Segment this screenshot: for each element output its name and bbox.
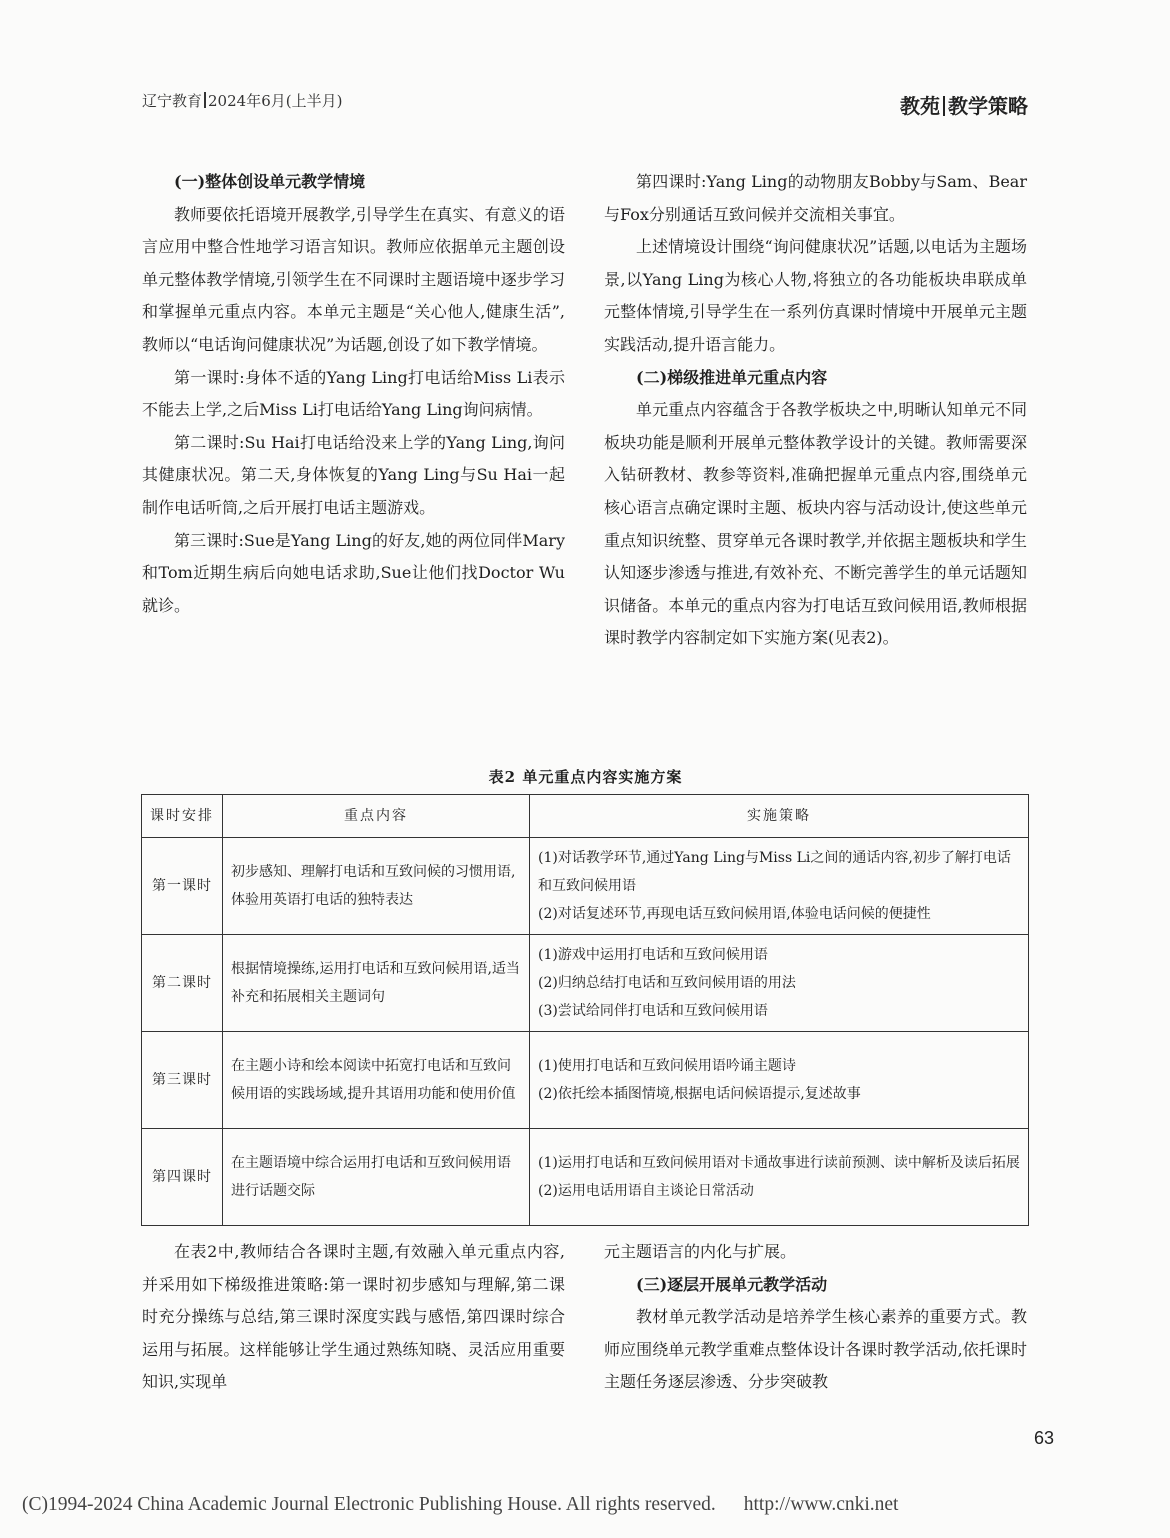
footer-url: http://www.cnki.net [743, 1494, 899, 1515]
lesson-cell: 第三课时 [142, 1032, 223, 1129]
table-row [142, 1129, 1029, 1226]
column-header: 实施策略 [530, 795, 1029, 838]
paragraph: 教材单元教学活动是培养学生核心素养的重要方式。教师应围绕单元教学重难点整体设计各课时教学活动,依托课时主题任务逐层渗透、分步突破教 [604, 1307, 1027, 1392]
paragraph-continuation: 元主题语言的内化与扩展。 [604, 1242, 797, 1261]
strategy-item: (2)依托绘本插图情境,根据电话问候语提示,复述故事 [538, 1086, 861, 1102]
table-row [142, 838, 1029, 935]
table-caption: 表2 单元重点内容实施方案 [488, 768, 683, 786]
content-cell: 初步感知、理解打电话和互致问候的习惯用语,体验用英语打电话的独特表达 [223, 838, 530, 935]
journal-name: 辽宁教育 [142, 92, 203, 110]
section-heading: (二)梯级推进单元重点内容 [636, 367, 828, 387]
page-number: 63 [1034, 1428, 1055, 1448]
strategy-item: (1)运用打电话和互致问候用语对卡通故事进行读前预测、读中解析及读后拓展 [538, 1155, 1020, 1171]
paragraph: 第二课时:Su Hai打电话给没来上学的Yang Ling,询问其健康状况。第二天,身体恢复的Yang Ling与Su Hai一起制作电话听筒,之后开展打电话主题游戏。 [142, 432, 565, 517]
content-cell: 根据情境操练,运用打电话和互致问候用语,适当补充和拓展相关主题词句 [223, 935, 530, 1032]
copyright-text: (C)1994-2024 China Academic Journal Electronic Publishing House. All rights reserved. [22, 1494, 716, 1515]
strategy-cell [530, 838, 1029, 935]
journal-issue: 2024年6月(上半月) [208, 92, 343, 110]
bottom-right-column [604, 1236, 1027, 1399]
strategy-item: (1)游戏中运用打电话和互致问候用语 [538, 947, 768, 963]
running-header-section [900, 90, 1028, 119]
strategy-item: (2)归纳总结打电话和互致问候用语的用法 [538, 975, 796, 991]
content-cell: 在主题小诗和绘本阅读中拓宽打电话和互致问候用语的实践场域,提升其语用功能和使用价值 [223, 1032, 530, 1129]
lesson-cell: 第二课时 [142, 935, 223, 1032]
paragraph: 第一课时:身体不适的Yang Ling打电话给Miss Li表示不能去上学,之后Miss Li打电话给Yang Ling询问病情。 [142, 367, 565, 420]
paragraph: 单元重点内容蕴含于各教学板块之中,明晰认知单元不同板块功能是顺利开展单元整体教学设计的关键。教师需要深入钻研教材、教参等资料,准确把握单元重点内容,围绕单元核心语言点确定课时主题、板块内容与活动设计,使这些单元重点知识统整、贯穿单元各课时教学,并依据主题板块和学生认知逐步渗透与推进,有效补充、不断完善学生的单元话题知识储备。本单元的重点内容为打电话互致问候用语,教师根据课时教学内容制定如下实施方案(见表2)。 [604, 400, 1027, 648]
strategy-cell [530, 935, 1029, 1032]
table-header-row [142, 795, 1029, 838]
strategy-item: (1)对话教学环节,通过Yang Ling与Miss Li之间的通话内容,初步了解打电话和互致问候用语 [538, 850, 1011, 894]
content-cell: 在主题语境中综合运用打电话和互致问候用语进行话题交际 [223, 1129, 530, 1226]
table-row [142, 1032, 1029, 1129]
strategy-item: (1)使用打电话和互致问候用语吟诵主题诗 [538, 1058, 796, 1074]
paragraph: 上述情境设计围绕“询问健康状况”话题,以电话为主题场景,以Yang Ling为核心人物,将独立的各功能板块串联成单元整体情境,引导学生在一系列仿真课时情境中开展单元主题实践活动,提升语言能力。 [604, 237, 1027, 354]
implementation-plan-table [141, 794, 1029, 1226]
strategy-item: (2)运用电话用语自主谈论日常活动 [538, 1183, 754, 1199]
strategy-cell [530, 1129, 1029, 1226]
lesson-cell: 第四课时 [142, 1129, 223, 1226]
header-divider [204, 92, 206, 108]
section-heading: (一)整体创设单元教学情境 [174, 172, 366, 191]
section-heading: (三)逐层开展单元教学活动 [636, 1274, 828, 1294]
table-row [142, 935, 1029, 1032]
strategy-cell [530, 1032, 1029, 1129]
column-header: 课时安排 [142, 795, 223, 838]
header-divider [943, 96, 945, 116]
strategy-item: (3)尝试给同伴打电话和互致问候用语 [538, 1003, 768, 1019]
bottom-left-column [142, 1236, 565, 1399]
paragraph: 第四课时:Yang Ling的动物朋友Bobby与Sam、Bear与Fox分别通话互致问候并交流相关事宜。 [604, 172, 1027, 224]
copyright-footer [22, 1494, 898, 1516]
column-header: 重点内容 [223, 795, 530, 838]
subsection-name: 教学策略 [948, 94, 1028, 118]
lesson-cell: 第一课时 [142, 838, 223, 935]
section-name: 教苑 [900, 94, 940, 118]
paragraph: 第三课时:Sue是Yang Ling的好友,她的两位同伴Mary和Tom近期生病后向她电话求助,Sue让他们找Doctor Wu就诊。 [142, 530, 565, 615]
paragraph: 教师要依托语境开展教学,引导学生在真实、有意义的语言应用中整合性地学习语言知识。教师应依据单元主题创设单元整体教学情境,引领学生在不同课时主题语境中逐步学习和掌握单元重点内容。本单元主题是“关心他人,健康生活”,教师以“电话询问健康状况”为话题,创设了如下教学情境。 [142, 204, 565, 354]
paragraph: 在表2中,教师结合各课时主题,有效融入单元重点内容,并采用如下梯级推进策略:第一课时初步感知与理解,第二课时充分操练与总结,第三课时深度实践与感悟,第四课时综合运用与拓展。这样能够让学生通过熟练知晓、灵活应用重要知识,实现单 [142, 1242, 565, 1392]
strategy-item: (2)对话复述环节,再现电话互致问候用语,体验电话问候的便捷性 [538, 906, 931, 922]
running-header-journal [142, 90, 342, 111]
right-column [604, 166, 1027, 655]
left-column [142, 166, 565, 622]
